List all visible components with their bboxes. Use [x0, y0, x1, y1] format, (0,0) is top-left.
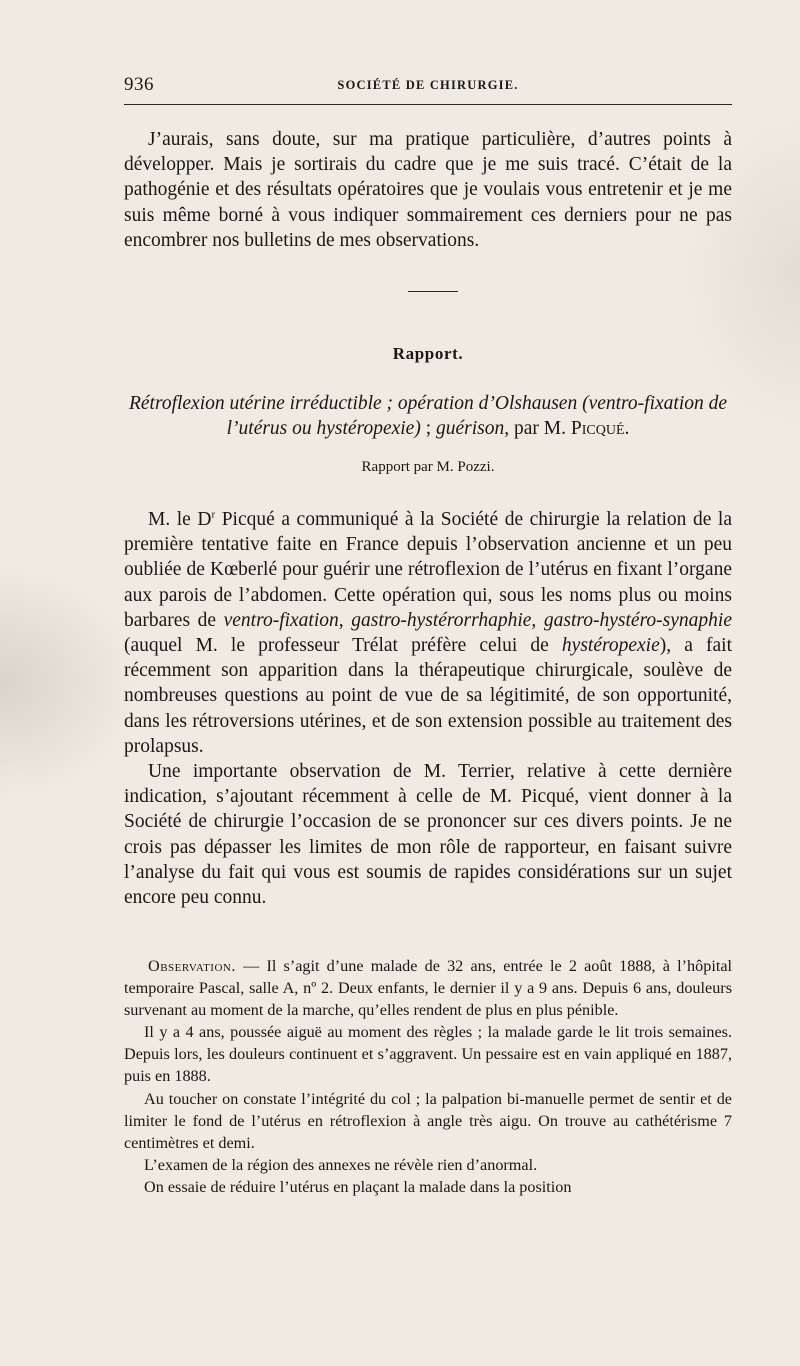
observation-paragraph-5: On essaie de réduire l’utérus en plaçant la malade dans la position — [144, 1177, 572, 1196]
page-header — [124, 74, 732, 100]
header-rule — [124, 104, 732, 105]
observation-section — [124, 955, 732, 1198]
intro-section — [124, 127, 732, 253]
text-run: (auquel M. le professeur Trélat préfère celui de — [124, 635, 562, 657]
italic-term: gastro-hystéro-synaphie — [543, 609, 732, 631]
text-run: Picqué a communiqué à la Société de chirurgie la relation de la première tentative faite en France depuis l’observation ancienne et un peu oubliée de Kœberlé pour guérir une rétroflexion de l’utérus en fixant l’organe aux parois de l’abdomen. Cette opération qui, sous les noms plus ou moins barbares de — [124, 509, 732, 631]
text-run: ), a fait récemment son apparition dans la thérapeutique chirurgicale, soulève de nombreuses questions au point de vue de sa légitimité, de son opportunité, dans les rétroversions utérines, et de son extension possible au traitement des prolapsus. — [124, 635, 732, 757]
report-section — [124, 507, 732, 910]
case-title-separator: ; — [420, 418, 437, 439]
page-number: 936 — [124, 74, 154, 95]
section-title: Rapport. — [392, 344, 464, 363]
observation-paragraph-2: Il y a 4 ans, poussée aiguë au moment des règles ; la malade garde le lit trois semaines. Depuis lors, les douleurs continuent et s’aggravent. Un pessaire est en vain appliqué en 1887, puis en 1888. — [124, 1023, 732, 1086]
case-title-main: Rétroflexion utérine irréductible ; opération d’Olshausen (ventro-fixation de l’utérus ou hystéropexie) — [128, 393, 728, 439]
italic-term: hystéropexie — [561, 635, 660, 657]
text-run: M. le D — [148, 509, 212, 530]
text-run — [536, 610, 544, 631]
text-run: — Il s’agit d’une malade de 32 ans, entrée le 2 août 1888, à l’hôpital temporaire Pascal, salle A, nº 2. Deux enfants, le dernier il y a 9 ans. Depuis 6 ans, douleurs survenant au moment de la marche, qu’elles rendent de plus en plus pénible. — [124, 957, 732, 1020]
report-byline: Rapport par M. Pozzi. — [361, 459, 495, 475]
observation-label: Observation. — [148, 957, 236, 975]
superscript: r — [211, 508, 216, 521]
report-paragraph-2: Une importante observation de M. Terrier, relative à cette dernière indication, s’ajoutant récemment à celle de M. Picqué, vient donner à la Société de chirurgie l’occasion de se prononcer sur ces divers points. Je ne crois pas dépasser les limites de mon rôle de rapporteur, en faisant suivre l’analyse du fait qui vous est soumis de rapides considérations sur un sujet encore peu connu. — [124, 761, 732, 909]
case-title — [124, 391, 732, 441]
observation-paragraph-1 — [124, 955, 732, 1021]
case-title-by: par M. — [509, 418, 571, 439]
report-paragraph-1 — [124, 507, 732, 759]
observation-paragraph-4: L’examen de la région des annexes ne révèle rien d’anormal. — [144, 1155, 538, 1174]
italic-term: ventro-fixation, — [223, 609, 344, 631]
italic-term: gastro-hystérorrhaphie, — [351, 609, 537, 631]
running-title: SOCIÉTÉ DE CHIRURGIE. — [337, 78, 519, 92]
case-title-author: Picqué. — [570, 418, 630, 439]
case-title-outcome: guérison, — [436, 418, 510, 439]
intro-paragraph: J’aurais, sans doute, sur ma pratique particulière, d’autres points à développer. Mais je sortirais du cadre que je me suis tracé. C’était de la pathogénie et des résultats opératoires que je voulais vous entretenir et je me suis même borné à vous indiquer sommairement ces derniers pour ne pas encombrer nos bulletins de mes observations. — [124, 129, 732, 251]
section-divider — [408, 291, 458, 292]
observation-paragraph-3: Au toucher on constate l’intégrité du col ; la palpation bi-manuelle permet de sentir et de limiter le fond de l’utérus en rétroflexion à angle très aigu. On trouve au cathétérisme 7 centimètres et demi. — [124, 1089, 732, 1152]
